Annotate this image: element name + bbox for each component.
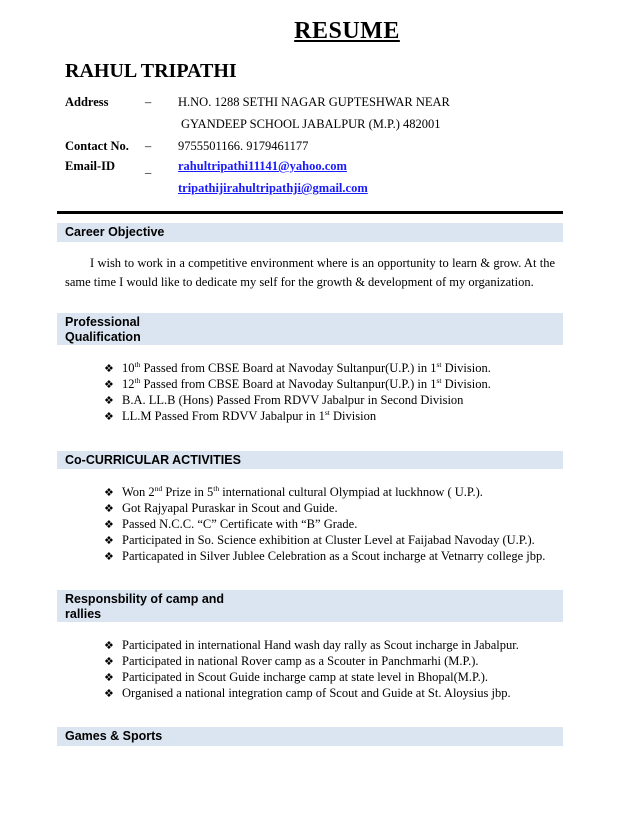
address-line-1: H.NO. 1288 SETHI NAGAR GUPTESHWAR NEAR xyxy=(178,95,450,109)
list-item: ❖ Got Rajyapal Puraskar in Scout and Guide. xyxy=(104,501,338,515)
contact-value: 9755501166. 9179461177 xyxy=(178,139,309,153)
address-dash: – xyxy=(145,95,152,109)
list-item: ❖ B.A. LL.B (Hons) Passed From RDVV Jabalpur in Second Division xyxy=(104,393,464,407)
address-line-2: GYANDEEP SCHOOL JABALPUR (M.P.) 482001 xyxy=(181,117,441,131)
cocurricular-list xyxy=(104,484,545,564)
section-games-sports xyxy=(57,727,563,746)
diamond-bullet-icon: ❖ xyxy=(104,550,114,563)
diamond-bullet-icon: ❖ xyxy=(104,362,114,375)
list-item: ❖ LL.M Passed From RDVV Jabalpur in 1st Division xyxy=(104,408,377,423)
contact-dash: – xyxy=(145,139,152,153)
diamond-bullet-icon: ❖ xyxy=(104,378,114,391)
list-item: ❖ 12th Passed from CBSE Board at Navoday Sultanpur(U.P.) in 1st Division. xyxy=(104,376,491,391)
section-heading: Co-CURRICULAR ACTIVITIES xyxy=(65,453,241,467)
email-link-yahoo[interactable]: rahultripathi11141@yahoo.com xyxy=(178,159,347,173)
section-heading-line1: Responsbility of camp and xyxy=(65,592,225,606)
list-item: ❖ Passed N.C.C. “C” Certificate with “B” Grade. xyxy=(104,517,358,531)
diamond-bullet-icon: ❖ xyxy=(104,639,114,652)
diamond-bullet-icon: ❖ xyxy=(104,394,114,407)
list-item: ❖ Particapated in Silver Jublee Celebration as a Scout incharge at Vetnarry college jbp. xyxy=(104,549,546,563)
email-label: Email-ID xyxy=(65,159,115,173)
list-item: ❖ Participated in international Hand wash day rally as Scout incharge in Jabalpur. xyxy=(104,638,519,652)
camps-list xyxy=(104,637,519,701)
section-heading-line2: rallies xyxy=(65,607,102,621)
contact-label: Contact No. xyxy=(65,139,129,153)
candidate-name: RAHUL TRIPATHI xyxy=(65,60,237,82)
section-heading-line1: Professional xyxy=(65,315,141,329)
list-item: ❖ Participated in national Rover camp as a Scouter in Panchmarhi (M.P.). xyxy=(104,654,479,668)
section-career-objective xyxy=(57,223,563,242)
section-camps-rallies xyxy=(57,590,563,622)
section-heading-line2: Qualification xyxy=(65,330,141,344)
email-link-gmail[interactable]: tripathijirahultripathji@gmail.com xyxy=(178,181,368,195)
list-item: ❖ Won 2nd Prize in 5th international cultural Olympiad at luckhnow ( U.P.). xyxy=(104,484,483,499)
diamond-bullet-icon: ❖ xyxy=(104,486,114,499)
diamond-bullet-icon: ❖ xyxy=(104,655,114,668)
diamond-bullet-icon: ❖ xyxy=(104,687,114,700)
section-heading: Career Objective xyxy=(65,225,165,239)
diamond-bullet-icon: ❖ xyxy=(104,502,114,515)
section-professional-qualification xyxy=(57,313,563,345)
list-item: ❖ 10th Passed from CBSE Board at Navoday Sultanpur(U.P.) in 1st Division. xyxy=(104,360,491,375)
diamond-bullet-icon: ❖ xyxy=(104,518,114,531)
diamond-bullet-icon: ❖ xyxy=(104,534,114,547)
resume-title: RESUME xyxy=(294,18,400,44)
section-cocurricular xyxy=(57,451,563,469)
career-objective-text: I wish to work in a competitive environment where is an opportunity to learn & grow. At the same time I would like to dedicate my self for the growth & development of my organization. xyxy=(65,256,555,289)
list-item: ❖ Organised a national integration camp of Scout and Guide at St. Aloysius jbp. xyxy=(104,686,511,700)
header-divider xyxy=(57,211,563,214)
diamond-bullet-icon: ❖ xyxy=(104,671,114,684)
section-heading: Games & Sports xyxy=(65,729,163,743)
email-dash: _ xyxy=(145,161,152,175)
diamond-bullet-icon: ❖ xyxy=(104,410,114,423)
address-label: Address xyxy=(65,95,109,109)
list-item: ❖ Participated in Scout Guide incharge camp at state level in Bhopal(M.P.). xyxy=(104,670,488,684)
qualification-list xyxy=(104,360,491,424)
list-item: ❖ Participated in So. Science exhibition at Cluster Level at Faijabad Navoday (U.P.). xyxy=(104,533,535,547)
